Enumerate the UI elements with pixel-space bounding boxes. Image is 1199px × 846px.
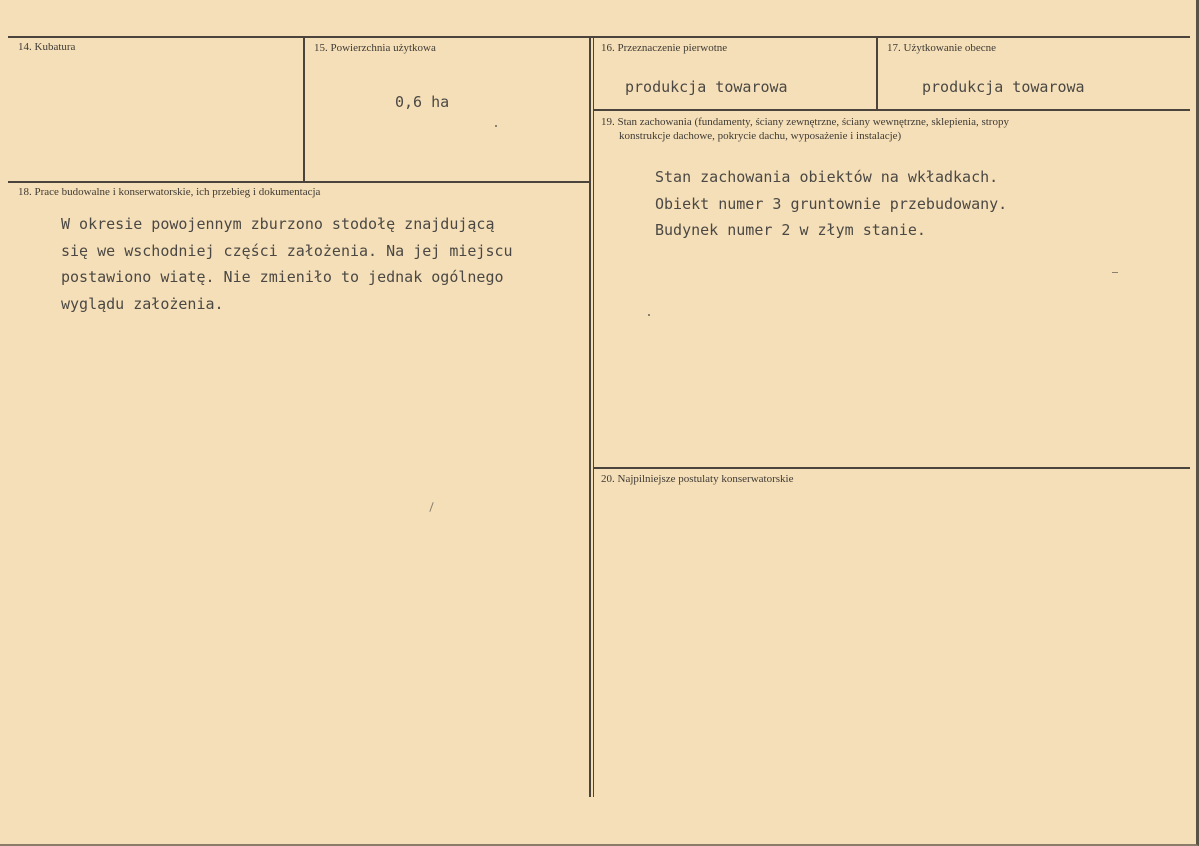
field-18-line: W okresie powojennym zburzono stodołę znajdującą: [61, 215, 495, 233]
field-17-value: produkcja towarowa: [922, 78, 1085, 96]
paper-speck: [429, 502, 433, 512]
rule-under-19: [594, 467, 1190, 469]
divider-center-inner: [593, 37, 594, 797]
field-19-line: Obiekt numer 3 gruntownie przebudowany.: [655, 194, 1008, 213]
field-19-label-line1: 19. Stan zachowania (fundamenty, ściany zewnętrzne, ściany wewnętrzne, sklepienia, stropy: [601, 116, 1009, 128]
field-15-label: 15. Powierzchnia użytkowa: [314, 42, 436, 54]
field-19-line: Stan zachowania obiektów na wkładkach.: [655, 168, 999, 186]
rule-under-14-15: [8, 181, 590, 183]
field-16-label: 16. Przeznaczenie pierwotne: [601, 42, 728, 54]
paper-speck: [648, 314, 650, 316]
field-18-line: się we wschodniej części założenia. Na jej miejscu: [61, 241, 513, 260]
paper-speck: [1112, 272, 1118, 273]
field-20-label: 20. Najpilniejsze postulaty konserwatorskie: [601, 473, 794, 485]
divider-16-17: [876, 37, 878, 109]
divider-center: [589, 37, 591, 797]
field-17-label: 17. Użytkowanie obecne: [887, 42, 997, 54]
field-18-text: [61, 211, 513, 317]
field-18-line: wyglądu założenia.: [61, 294, 224, 313]
field-19-line: Budynek numer 2 w złym stanie.: [655, 221, 926, 239]
field-18-label: 18. Prace budowalne i konserwatorskie, ich przebieg i dokumentacja: [18, 186, 321, 198]
paper-speck: [495, 125, 497, 127]
rule-under-16-17: [594, 109, 1190, 111]
field-19-label-line2: konstrukcje dachowe, pokrycie dachu, wyposażenie i instalacje): [619, 130, 902, 142]
field-18-line: postawiono wiatę. Nie zmieniło to jednak ogólnego: [61, 268, 504, 286]
top-rule: [8, 36, 1190, 38]
field-15-value: 0,6 ha: [395, 93, 450, 111]
divider-14-15: [303, 37, 305, 181]
field-16-value: produkcja towarowa: [625, 78, 788, 96]
field-14-label: 14. Kubatura: [18, 41, 76, 53]
field-19-text: [655, 164, 1007, 244]
